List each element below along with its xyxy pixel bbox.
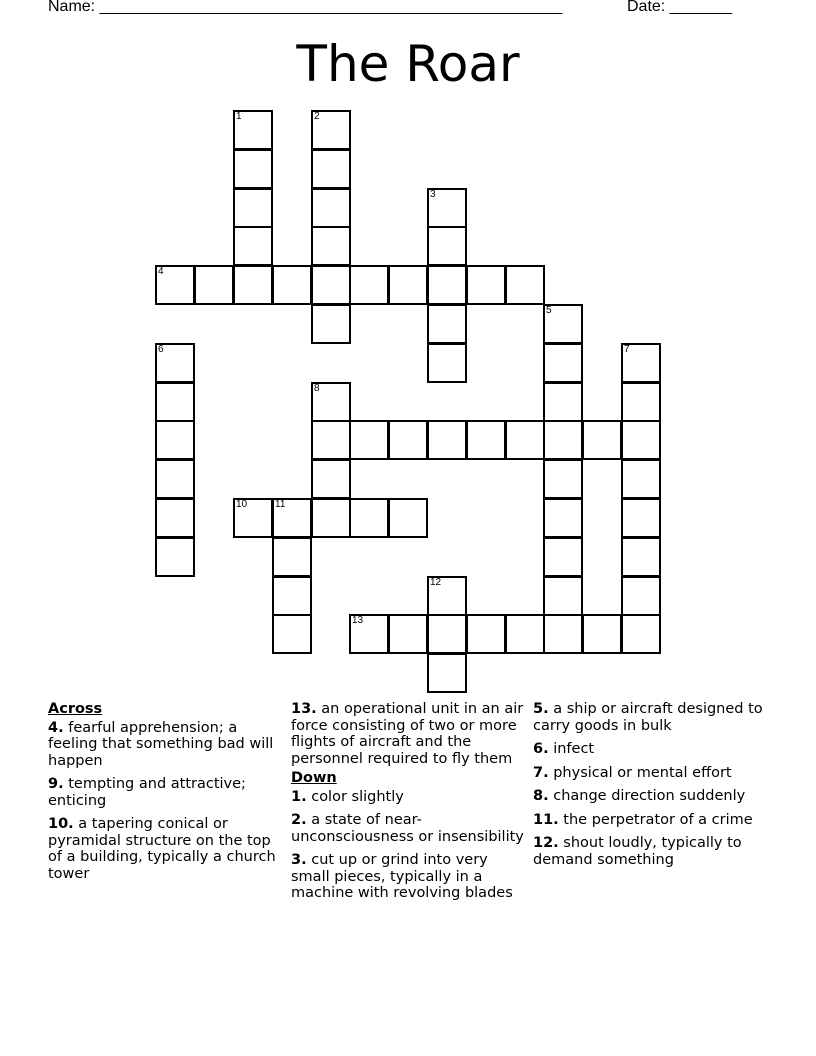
clue-text: fearful apprehension; a feeling that something bad will happen (48, 719, 274, 769)
grid-cell[interactable] (233, 226, 273, 266)
grid-cell[interactable] (272, 537, 312, 577)
grid-cell[interactable] (621, 614, 661, 654)
clue-down-12 (533, 835, 767, 868)
grid-cell[interactable] (311, 149, 351, 189)
clue-down-5 (533, 701, 767, 734)
clue-text: the perpetrator of a crime (563, 811, 753, 828)
grid-cell[interactable] (543, 343, 583, 383)
grid-cell[interactable] (311, 265, 351, 305)
clue-number-label: 10 (236, 499, 248, 510)
grid-cell[interactable] (155, 382, 195, 422)
grid-cell[interactable] (311, 382, 351, 422)
grid-cell[interactable] (155, 537, 195, 577)
clue-column-2 (291, 701, 525, 909)
clue-number: 3. (291, 852, 307, 868)
grid-cell[interactable] (621, 343, 661, 383)
clue-number: 1. (291, 788, 307, 805)
grid-cell[interactable] (427, 265, 467, 305)
clue-column-3 (533, 701, 767, 875)
grid-cell[interactable] (272, 265, 312, 305)
clue-text: change direction suddenly (553, 788, 746, 804)
clue-number-label: 7 (624, 344, 630, 355)
puzzle-title: The Roar (296, 35, 520, 93)
clue-number-label: 5 (546, 305, 552, 316)
grid-cell[interactable] (466, 614, 506, 654)
grid-cell[interactable] (155, 420, 195, 460)
clue-number: 6. (533, 741, 549, 757)
grid-cell[interactable] (233, 498, 273, 538)
clue-number: 2. (291, 812, 307, 828)
clue-text: cut up or grind into very small pieces, typically in a machine with revolving blades (291, 852, 513, 901)
clue-text: tempting and attractive; enticing (48, 776, 246, 809)
grid-cell[interactable] (543, 420, 583, 460)
clue-number-label: 8 (314, 383, 320, 394)
grid-cell[interactable] (311, 110, 351, 150)
grid-cell[interactable] (233, 265, 273, 305)
grid-cell[interactable] (427, 653, 467, 693)
grid-cell[interactable] (388, 420, 428, 460)
grid-cell[interactable] (233, 149, 273, 189)
grid-cell[interactable] (311, 459, 351, 499)
clue-across-13 (291, 701, 525, 767)
clue-number-label: 4 (158, 266, 164, 277)
grid-cell[interactable] (311, 226, 351, 266)
grid-cell[interactable] (233, 110, 273, 150)
grid-cell[interactable] (621, 459, 661, 499)
clue-number: 9. (48, 776, 64, 792)
name-field[interactable]: Name: ____________________________________________________ (48, 0, 563, 15)
grid-cell[interactable] (621, 420, 661, 460)
grid-cell[interactable] (155, 265, 195, 305)
clue-down-1 (291, 789, 525, 806)
grid-cell[interactable] (272, 498, 312, 538)
grid-cell[interactable] (427, 576, 467, 616)
grid-cell[interactable] (543, 498, 583, 538)
grid-cell[interactable] (505, 265, 545, 305)
clue-number: 13. (291, 701, 317, 717)
clue-down-11 (533, 812, 767, 829)
grid-cell[interactable] (543, 576, 583, 616)
grid-cell[interactable] (543, 614, 583, 654)
grid-cell[interactable] (582, 420, 622, 460)
grid-cell[interactable] (349, 614, 389, 654)
grid-cell[interactable] (621, 382, 661, 422)
clue-number: 5. (533, 701, 549, 717)
grid-cell[interactable] (621, 498, 661, 538)
grid-cell[interactable] (311, 304, 351, 344)
clue-number-label: 12 (430, 577, 442, 588)
clue-across-9 (48, 776, 282, 809)
clue-number: 4. (48, 719, 64, 736)
clue-down-6 (533, 741, 767, 758)
grid-cell[interactable] (505, 420, 545, 460)
grid-cell[interactable] (388, 614, 428, 654)
clue-number-label: 2 (314, 111, 320, 122)
clue-number: 10. (48, 816, 74, 832)
grid-cell[interactable] (311, 188, 351, 228)
clue-down-3 (291, 852, 525, 902)
grid-cell[interactable] (543, 304, 583, 344)
grid-cell[interactable] (311, 420, 351, 460)
grid-cell[interactable] (505, 614, 545, 654)
grid-cell[interactable] (427, 343, 467, 383)
grid-cell[interactable] (272, 576, 312, 616)
clue-text: physical or mental effort (553, 764, 732, 781)
clue-number-label: 3 (430, 189, 436, 200)
across-heading: Across (48, 701, 103, 717)
grid-cell[interactable] (349, 420, 389, 460)
clue-down-8 (533, 788, 767, 805)
grid-cell[interactable] (427, 420, 467, 460)
grid-cell[interactable] (349, 498, 389, 538)
grid-cell[interactable] (543, 537, 583, 577)
clue-number-label: 11 (275, 499, 286, 510)
grid-cell[interactable] (543, 382, 583, 422)
clue-text: an operational unit in an air force consisting of two or more flights of aircraft and the personnel required to fly them (291, 701, 524, 767)
clue-text: a tapering conical or pyramidal structure on the top of a building, typically a church tower (48, 816, 276, 882)
clue-text: a state of near-unconsciousness or insensibility (291, 812, 524, 845)
grid-cell[interactable] (155, 459, 195, 499)
clue-text: shout loudly, typically to demand something (533, 835, 742, 868)
clue-down-2 (291, 812, 525, 845)
grid-cell[interactable] (155, 498, 195, 538)
clue-number-label: 6 (158, 344, 164, 355)
grid-cell[interactable] (155, 343, 195, 383)
grid-cell[interactable] (272, 614, 312, 654)
grid-cell[interactable] (427, 226, 467, 266)
clue-number: 11. (533, 811, 559, 828)
grid-cell[interactable] (349, 265, 389, 305)
grid-cell[interactable] (466, 420, 506, 460)
grid-cell[interactable] (233, 188, 273, 228)
clue-down-7 (533, 765, 767, 782)
clue-number: 12. (533, 835, 559, 851)
clue-number-label: 13 (352, 615, 364, 626)
clue-column-1 (48, 701, 282, 889)
grid-cell[interactable] (543, 459, 583, 499)
clue-across-4 (48, 720, 282, 770)
grid-cell[interactable] (194, 265, 234, 305)
date-field[interactable]: Date: _______ (627, 0, 732, 15)
down-heading: Down (291, 770, 337, 786)
grid-cell[interactable] (427, 188, 467, 228)
clue-text: a ship or aircraft designed to carry goods in bulk (533, 701, 763, 734)
grid-cell[interactable] (427, 304, 467, 344)
grid-cell[interactable] (621, 576, 661, 616)
grid-cell[interactable] (311, 498, 351, 538)
grid-cell[interactable] (427, 614, 467, 654)
clue-across-10 (48, 816, 282, 882)
clue-number-label: 1 (236, 111, 242, 122)
clue-number: 7. (533, 764, 549, 781)
clue-text: color slightly (311, 788, 404, 805)
grid-cell[interactable] (582, 614, 622, 654)
grid-cell[interactable] (466, 265, 506, 305)
clue-number: 8. (533, 788, 549, 804)
grid-cell[interactable] (388, 265, 428, 305)
clue-text: infect (553, 741, 595, 757)
grid-cell[interactable] (388, 498, 428, 538)
grid-cell[interactable] (621, 537, 661, 577)
